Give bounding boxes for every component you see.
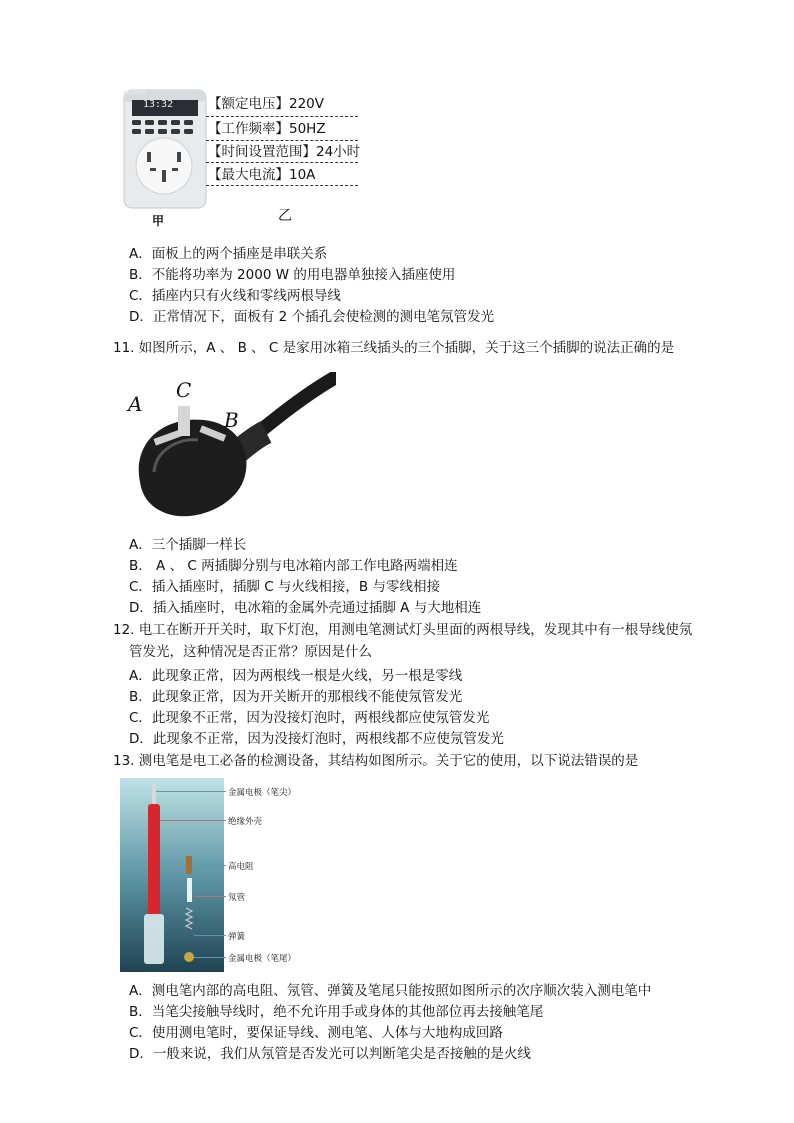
leader-line: [194, 957, 226, 958]
spec-frequency: 【工作频率】50HZ: [208, 121, 326, 137]
label-spring: 弹簧: [228, 932, 246, 942]
q12-option-a: A．此现象正常，因为两根线一根是火线，另一根是零线: [129, 668, 463, 684]
q11-stem: 11. 如图所示，A 、 B 、 C 是家用冰箱三线插头的三个插脚，关于这三个插脚的说法正确的是: [113, 340, 675, 356]
leader-line: [156, 791, 226, 792]
label-tip-electrode: 金属电极（笔尖）: [228, 788, 297, 798]
label-tail-electrode: 金属电极（笔尾）: [228, 954, 297, 964]
spec-time-range: 【时间设置范围】24小时: [208, 144, 361, 160]
q10-option-a: A．面板上的两个插座是串联关系: [129, 246, 328, 262]
leader-line: [194, 865, 226, 866]
figure-label-jia: 甲: [152, 214, 165, 228]
q13-stem: 13. 测电笔是电工必备的检测设备，其结构如图所示。关于它的使用，以下说法错误的是: [113, 753, 639, 769]
label-insulating-shell: 绝缘外壳: [228, 817, 263, 827]
device-brand: emake: [122, 88, 146, 96]
three-pin-plug-image: [124, 372, 336, 528]
q12-option-b: B．此现象正常，因为开关断开的那根线不能使氖管发光: [129, 689, 463, 705]
q11-option-b: B． A 、 C 两插脚分别与电冰箱内部工作电路两端相连: [129, 558, 458, 574]
q13-option-b: B．当笔尖接触导线时，绝不允许用手或身体的其他部位再去接触笔尾: [129, 1004, 544, 1020]
leader-line: [194, 896, 226, 897]
q11-option-d: D．插入插座时，电冰箱的金属外壳通过插脚 A 与大地相连: [129, 600, 482, 616]
q11-option-c: C．插入插座时，插脚 C 与火线相接，B 与零线相接: [129, 579, 440, 595]
q13-option-a: A．测电笔内部的高电阻、氖管、弹簧及笔尾只能按照如图所示的次序顺次装入测电笔中: [129, 983, 652, 999]
q12-option-d: D．此现象不正常，因为没接灯泡时，两根线都不应使氖管发光: [129, 731, 504, 747]
spec-rated-voltage: 【额定电压】220V: [208, 96, 325, 112]
label-neon-tube: 氖管: [228, 893, 246, 903]
q13-option-d: D．一般来说，我们从氖管是否发光可以判断笔尖是否接触的是火线: [129, 1046, 531, 1062]
q12-stem-line1: 12. 电工在断开开关时，取下灯泡，用测电笔测试灯头里面的两根导线，发现其中有一根导线使氖: [113, 622, 693, 638]
test-pen-image: [120, 778, 224, 972]
spec-divider: [206, 140, 358, 141]
plug-label-b: B: [224, 408, 239, 432]
spec-divider: [206, 116, 358, 117]
q12-option-c: C．此现象不正常，因为没接灯泡时，两根线都应使氖管发光: [129, 710, 490, 726]
spec-max-current: 【最大电流】10A: [208, 167, 316, 183]
spec-divider: [206, 185, 358, 186]
spec-divider: [206, 162, 358, 163]
leader-line: [194, 935, 226, 936]
q10-option-b: B．不能将功率为 2000 W 的用电器单独接入插座使用: [129, 267, 456, 283]
figure-label-yi: 乙: [278, 208, 292, 224]
q10-option-c: C．插座内只有火线和零线两根导线: [129, 288, 341, 304]
q10-option-d: D．正常情况下，面板有 2 个插孔会使检测的测电笔氖管发光: [129, 309, 495, 325]
q13-option-c: C．使用测电笔时，要保证导线、测电笔、人体与大地构成回路: [129, 1025, 503, 1041]
plug-label-c: C: [176, 378, 192, 402]
plug-label-a: A: [128, 392, 143, 416]
label-high-resistor: 高电阻: [228, 862, 254, 872]
q12-stem-line2: 管发光，这种情况是否正常？原因是什么: [129, 644, 372, 660]
q11-option-a: A．三个插脚一样长: [129, 537, 247, 553]
device-time: 13:32: [143, 99, 174, 110]
leader-line: [160, 820, 226, 821]
